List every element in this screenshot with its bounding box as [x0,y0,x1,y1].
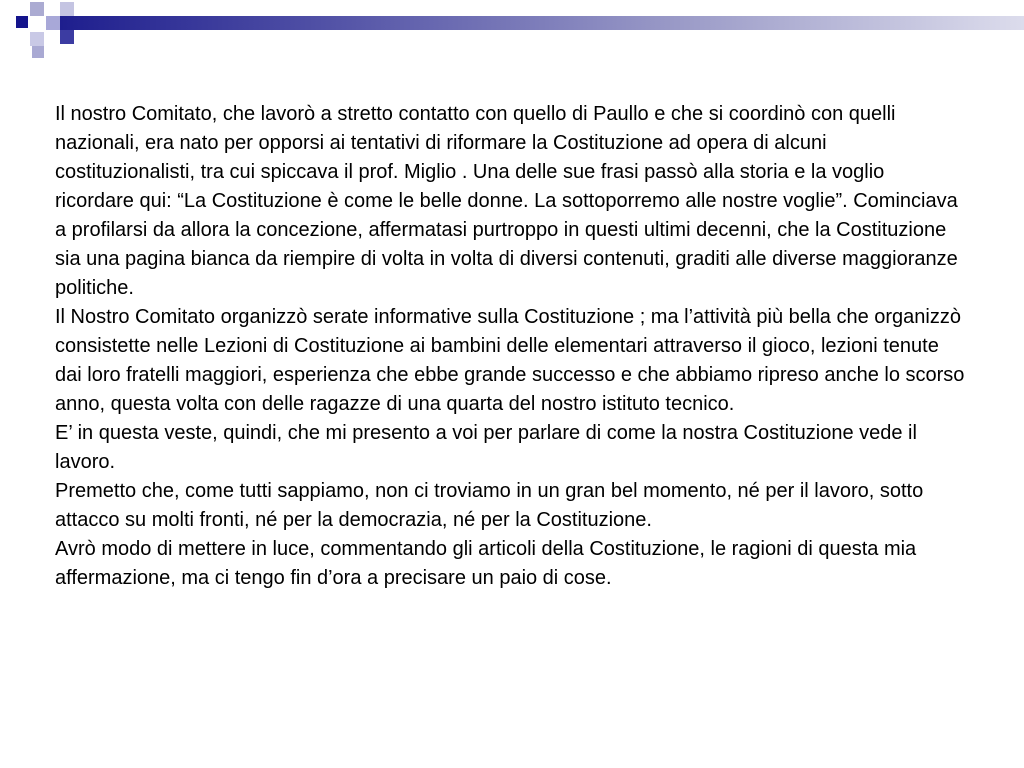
header-square-decoration [30,2,44,16]
body-paragraph: E’ in questa veste, quindi, che mi presento a voi per parlare di come la nostra Costituzione vede il lavoro. [55,422,917,473]
header-square-decoration [32,46,44,58]
header-square-decoration [60,2,74,16]
header-gradient-bar [60,16,1024,30]
body-paragraph: Avrò modo di mettere in luce, commentando gli articoli della Costituzione, le ragioni di questa mia affermazione, ma ci tengo fin d’ora a precisare un paio di cose. [55,538,917,589]
body-paragraph: Il Nostro Comitato organizzò serate informative sulla Costituzione ; ma l’attività più bella che organizzò consistette nelle Lezioni di Costituzione ai bambini delle elementari attraverso il gioco, lezioni tenute dai loro fratelli maggiori, esperienza che ebbe grande successo e che abbiamo ripreso anche lo scorso anno, questa volta con delle ragazze di una quarta del nostro istituto tecnico. [55,306,965,415]
header-square-decoration [60,30,74,44]
slide-body-text [55,100,965,593]
body-paragraph: Premetto che, come tutti sappiamo, non ci troviamo in un gran bel momento, né per il lavoro, sotto attacco su molti fronti, né per la democrazia, né per la Costituzione. [55,480,924,531]
header-square-decoration [30,32,44,46]
header-square-decoration [16,16,28,28]
body-paragraph: Il nostro Comitato, che lavorò a stretto contatto con quello di Paullo e che si coordinò con quelli nazionali, era nato per opporsi ai tentativi di riformare la Costituzione ad opera di alcuni costituzionalisti, tra cui spiccava il prof. Miglio . Una delle sue frasi passò alla storia e la voglio ricordare qui: “La Costituzione è come le belle donne. La sottoporremo alle nostre voglie”. Cominciava a profilarsi da allora la concezione, affermatasi purtroppo in questi ultimi decenni, che la Costituzione sia una pagina bianca da riempire di volta in volta di diversi contenuti, graditi alle diverse maggioranze politiche. [55,103,958,299]
header-square-decoration [46,16,60,30]
